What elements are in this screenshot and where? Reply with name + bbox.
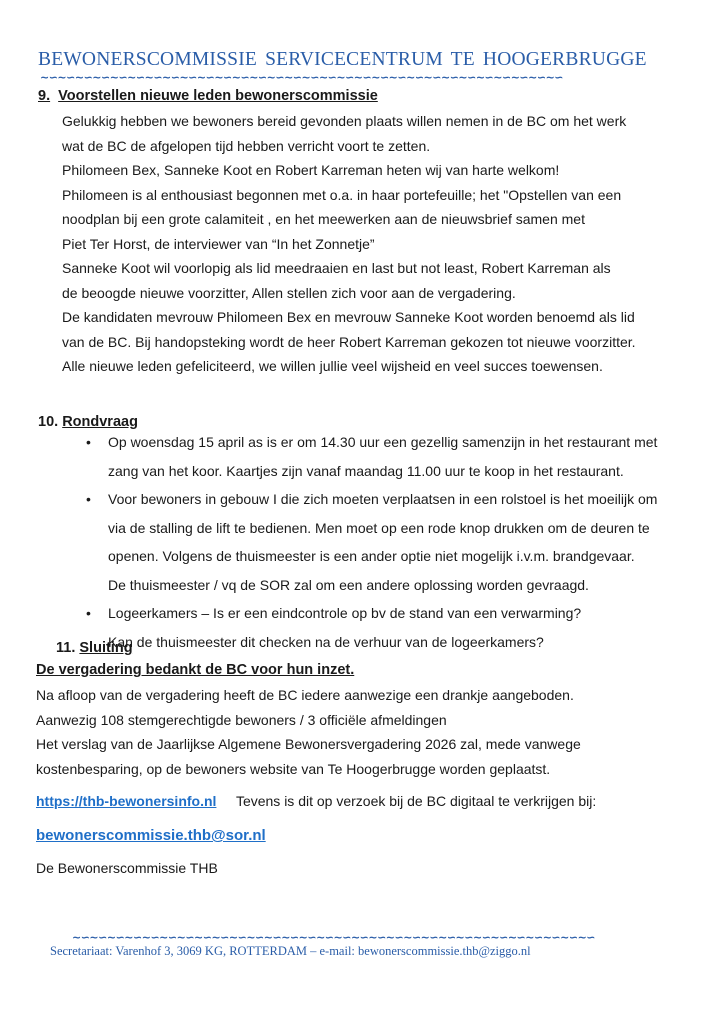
letterhead-title: BEWONERSCOMMISSIE SERVICECENTRUM TE HOOGERBRUGGE <box>38 49 647 70</box>
list-item <box>86 428 657 485</box>
section-9-number: 9. <box>38 88 51 104</box>
footer-address: Secretariaat: Varenhof 3, 3069 KG, ROTTERDAM – e-mail: bewonerscommissie.thb@ziggo.nl <box>50 944 531 958</box>
body-line: Het verslag van de Jaarlijkse Algemene Bewonersvergadering 2026 zal, mede vanwege <box>36 736 581 752</box>
section-11-number: 11. <box>56 640 76 656</box>
body-line: Philomeen is al enthousiast begonnen met o.a. in haar portefeuille; het "Opstellen van een <box>62 186 622 203</box>
body-line: Gelukkig hebben we bewoners bereid gevonden plaats willen nemen in de BC om het werk <box>62 113 627 129</box>
section-11-body <box>36 683 581 781</box>
bullet-line: zang van het koor. Kaartjes zijn vanaf maandag 11.00 uur te koop in het restaurant. <box>108 462 624 479</box>
body-line: de beoogde nieuwe voorzitter, Allen stellen zich voor aan de vergadering. <box>62 284 516 301</box>
body-line: Na afloop van de vergadering heeft de BC iedere aanwezige een drankje aangeboden. <box>36 687 574 703</box>
website-after-text: Tevens is dit op verzoek bij de BC digitaal te verkrijgen bij: <box>235 793 597 809</box>
body-line: kostenbesparing, op de bewoners website van Te Hoogerbrugge worden geplaatst. <box>36 760 551 777</box>
bullet-line: Voor bewoners in gebouw I die zich moeten verplaatsen in een rolstoel is het moeilijk om <box>108 491 658 507</box>
body-line: van de BC. Bij handopsteking wordt de heer Robert Karreman gekozen tot nieuwe voorzitter. <box>62 333 636 350</box>
email-link[interactable]: bewonerscommissie.thb@sor.nl <box>36 827 266 844</box>
email-line <box>36 824 266 849</box>
section-10-title: Rondvraag <box>62 414 138 430</box>
bullet-icon: • <box>86 605 91 621</box>
bullet-line: openen. Volgens de thuismeester is een ander optie niet mogelijk i.v.m. brandgevaar. <box>108 548 635 564</box>
body-line: Philomeen Bex, Sanneke Koot en Robert Karreman heten wij van harte welkom! <box>62 162 560 178</box>
body-line: Piet Ter Horst, de interviewer van “In het Zonnetje” <box>62 235 375 252</box>
list-item <box>86 599 657 656</box>
bullet-icon: • <box>86 491 91 507</box>
ornamental-border-bottom-icon: ∼∽∼∽∼∽∼∽∼∽∼∽∼∽∼∽∼∽∼∽∼∽∼∽∼∽∼∽∼∽∼∽∼∽∼∽∼∽∼∽∼∽∼∽∼∽∼∽∼∽∼∽∼∽∼∽∼∽∼∽ <box>72 933 596 943</box>
body-line: Aanwezig 108 stemgerechtigde bewoners / 3 officiële afmeldingen <box>36 711 447 728</box>
website-line <box>36 789 596 814</box>
section-11-title: Sluiting <box>79 640 133 656</box>
body-line: noodplan bij een grote calamiteit , en het meewerken aan de nieuwsbrief samen met <box>62 211 585 227</box>
section-9-title: Voorstellen nieuwe leden bewonerscommissie <box>58 88 378 104</box>
ornamental-border-top-icon: ∼∽∼∽∼∽∼∽∼∽∼∽∼∽∼∽∼∽∼∽∼∽∼∽∼∽∼∽∼∽∼∽∼∽∼∽∼∽∼∽∼∽∼∽∼∽∼∽∼∽∼∽∼∽∼∽∼∽∼∽ <box>40 73 564 83</box>
bullet-line: Op woensdag 15 april as is er om 14.30 uur een gezellig samenzijn in het restaurant met <box>108 434 658 450</box>
thanks-statement: De vergadering bedankt de BC voor hun inzet. <box>36 662 355 678</box>
bullet-line: Kan de thuismeester dit checken na de verhuur van de logeerkamers? <box>108 633 544 650</box>
bullet-line: via de stalling de lift te bedienen. Men moet op een rode knop drukken om de deuren te <box>108 519 650 536</box>
body-line: wat de BC de afgelopen tijd hebben verricht voort te zetten. <box>62 137 431 154</box>
signature: De Bewonerscommissie THB <box>36 860 218 876</box>
bullet-line: De thuismeester / vq de SOR zal om een andere oplossing worden gevraagd. <box>108 576 589 593</box>
section-9-body <box>62 109 636 379</box>
bullet-line: Logeerkamers – Is er een eindcontrole op bv de stand van een verwarming? <box>108 605 582 621</box>
section-11-heading <box>56 640 133 656</box>
rondvraag-list <box>86 428 657 656</box>
section-9-heading <box>38 88 378 104</box>
section-10-number: 10. <box>38 414 59 430</box>
body-line: Alle nieuwe leden gefeliciteerd, we willen jullie veel wijsheid en veel succes toewensen. <box>62 358 603 374</box>
bullet-icon: • <box>86 434 91 450</box>
body-line: Sanneke Koot wil voorlopig als lid meedraaien en last but not least, Robert Karreman als <box>62 260 611 276</box>
body-line: De kandidaten mevrouw Philomeen Bex en mevrouw Sanneke Koot worden benoemd als lid <box>62 309 635 325</box>
website-link[interactable]: https://thb-bewonersinfo.nl <box>36 793 217 809</box>
list-item <box>86 485 657 599</box>
